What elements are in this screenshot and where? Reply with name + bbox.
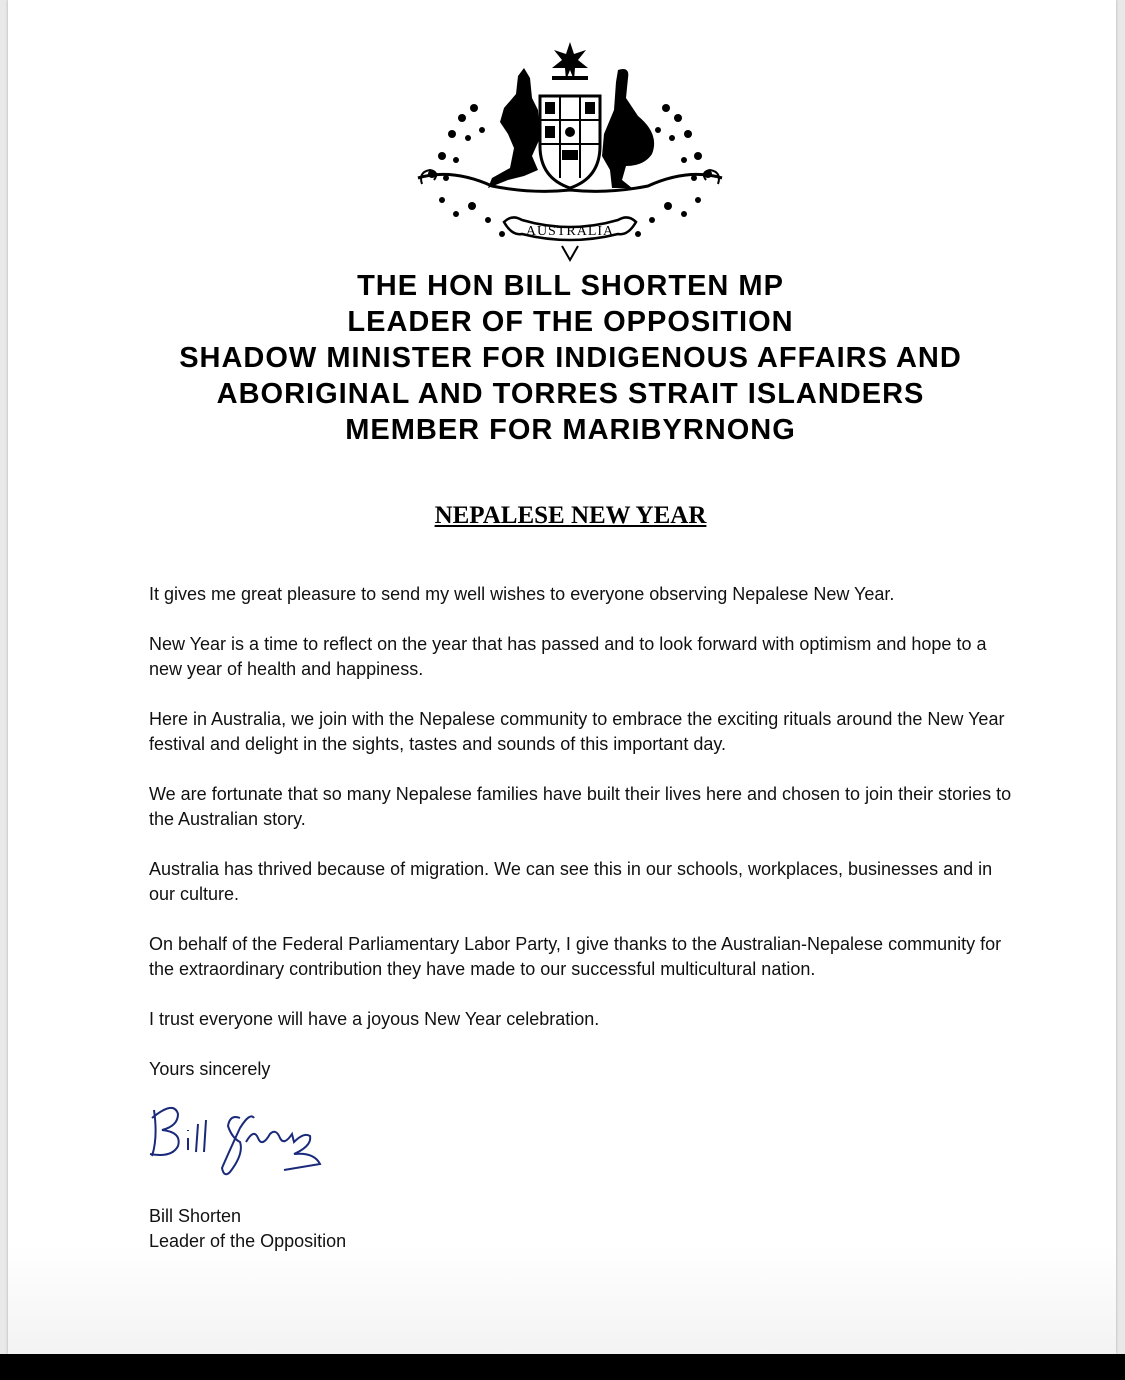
- paragraph: Australia has thrived because of migration. We can see this in our schools, workplaces, businesses and in our culture.: [149, 859, 993, 904]
- letterhead: [8, 268, 1125, 448]
- letterhead-shadow-portfolio: SHADOW MINISTER FOR INDIGENOUS AFFAIRS AND: [179, 342, 962, 374]
- paragraph: It gives me great pleasure to send my well wishes to everyone observing Nepalese New Year.: [149, 584, 895, 604]
- closing-salutation: Yours sincerely: [149, 1059, 271, 1079]
- signatory-name: Bill Shorten: [149, 1206, 242, 1226]
- coat-of-arms-icon: [412, 38, 728, 266]
- paragraph: On behalf of the Federal Parliamentary Labor Party, I give thanks to the Australian-Nepalese community for the extraordinary contribution they have made to our successful multicultural nation.: [149, 934, 1002, 979]
- paragraph: New Year is a time to reflect on the year that has passed and to look forward with optimism and hope to a new year of health and happiness.: [149, 634, 987, 679]
- letterhead-role: LEADER OF THE OPPOSITION: [347, 306, 794, 338]
- letter-body: [149, 582, 1019, 1107]
- crest-scroll-text: AUSTRALIA: [525, 224, 615, 239]
- paragraph: I trust everyone will have a joyous New Year celebration.: [149, 1009, 600, 1029]
- paragraph: We are fortunate that so many Nepalese families have built their lives here and chosen to join their stories to the Australian story.: [149, 784, 1012, 829]
- letterhead-name: THE HON BILL SHORTEN MP: [357, 270, 784, 302]
- bottom-bar: [0, 1354, 1125, 1380]
- letter-page: [8, 0, 1116, 1354]
- paragraph: Here in Australia, we join with the Nepalese community to embrace the exciting rituals around the New Year festival and delight in the sights, tastes and sounds of this important day.: [149, 709, 1005, 754]
- document-title: NEPALESE NEW YEAR: [434, 502, 707, 529]
- letterhead-electorate: MEMBER FOR MARIBYRNONG: [345, 414, 796, 446]
- signatory-title: Leader of the Opposition: [149, 1231, 347, 1251]
- handwritten-signature: [144, 1098, 334, 1182]
- letterhead-shadow-portfolio-cont: ABORIGINAL AND TORRES STRAIT ISLANDERS: [216, 378, 925, 410]
- signoff-block: [149, 1204, 346, 1254]
